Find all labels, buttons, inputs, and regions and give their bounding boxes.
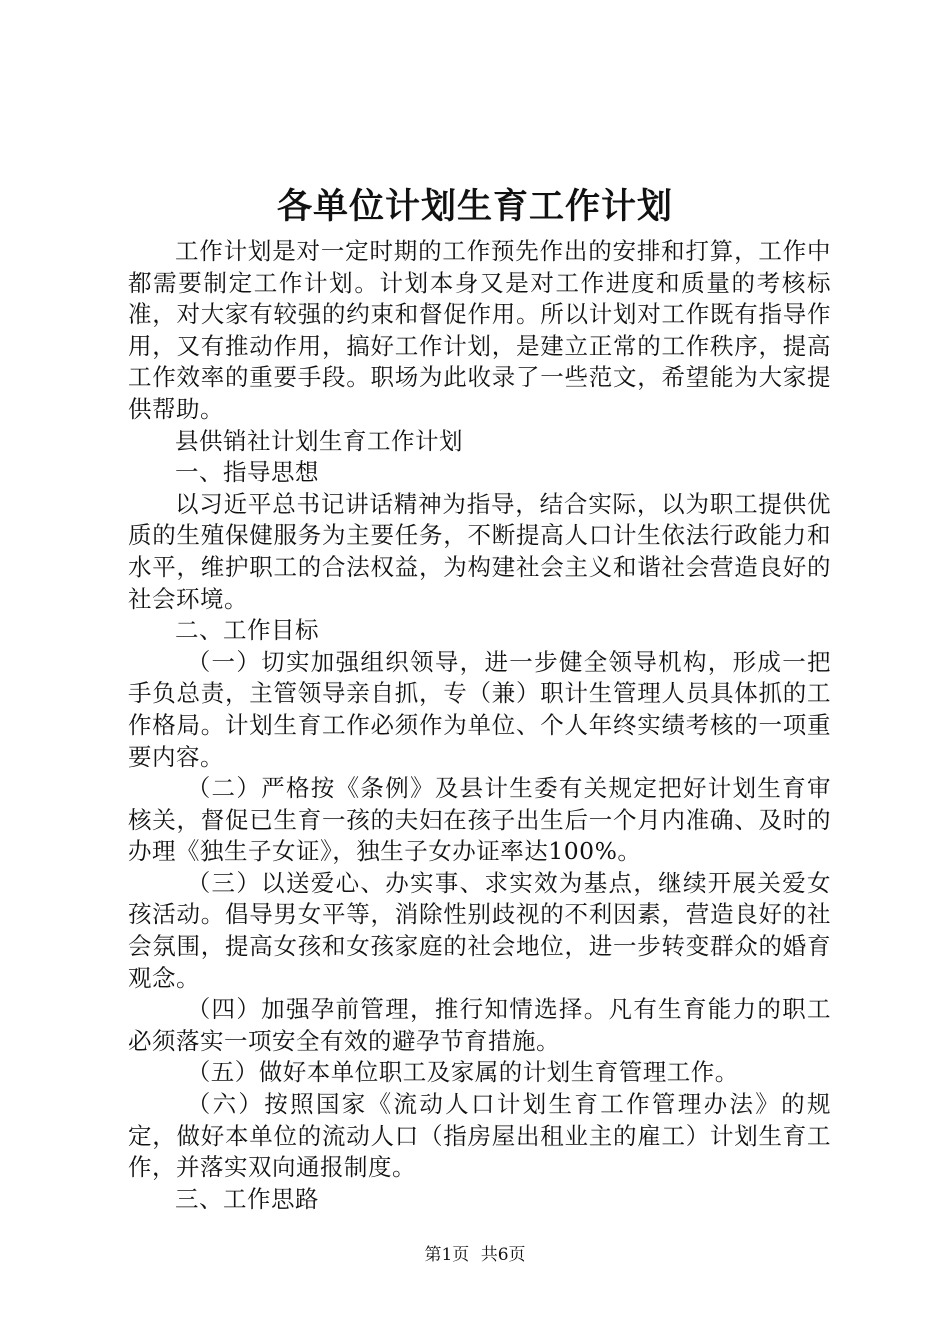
guiding-ideology-paragraph: 以习近平总书记讲话精神为指导，结合实际，以为职工提供优质的生殖保健服务为主要任务，不断提高人口计生依法行政能力和水平，维护职工的合法权益，为构建社会主义和谐社会营造良好的社会环境。 bbox=[128, 489, 831, 613]
page-total: 共6页 bbox=[480, 1245, 526, 1265]
document-title: 各单位计划生育工作计划 bbox=[276, 186, 673, 227]
goal-item-6: （六）按照国家《流动人口计划生育工作管理办法》的规定，做好本单位的流动人口（指房屋出租业主的雇工）计划生育工作，并落实双向通报制度。 bbox=[128, 1090, 831, 1182]
goal-item-3: （三）以送爱心、办实事、求实效为基点，继续开展关爱女孩活动。倡导男女平等，消除性别歧视的不利因素，营造良好的社会氛围，提高女孩和女孩家庭的社会地位，进一步转变群众的婚育观念。 bbox=[128, 868, 831, 992]
section-heading-3: 三、工作思路 bbox=[175, 1184, 319, 1213]
goal-item-4: （四）加强孕前管理，推行知情选择。凡有生育能力的职工必须落实一项安全有效的避孕节育措施。 bbox=[128, 995, 831, 1055]
page-footer bbox=[0, 1243, 950, 1267]
section-heading-2: 二、工作目标 bbox=[175, 616, 319, 645]
goal-item-5: （五）做好本单位职工及家属的计划生育管理工作。 bbox=[186, 1058, 739, 1087]
goal-item-1: （一）切实加强组织领导，进一步健全领导机构，形成一把手负总责，主管领导亲自抓，专（兼）职计生管理人员具体抓的工作格局。计划生育工作必须作为单位、个人年终实绩考核的一项重要内容。 bbox=[128, 647, 831, 771]
document-body bbox=[128, 236, 831, 1215]
section-heading-1: 一、指导思想 bbox=[175, 458, 319, 487]
page-number: 第1页 bbox=[424, 1245, 470, 1265]
goal-item-2: （二）严格按《条例》及县计生委有关规定把好计划生育审核关，督促已生育一孩的夫妇在孩子出生后一个月内准确、及时的办理《独生子女证》，独生子女办证率达100%。 bbox=[128, 774, 831, 866]
plan-subtitle: 县供销社计划生育工作计划 bbox=[175, 426, 463, 455]
intro-paragraph: 工作计划是对一定时期的工作预先作出的安排和打算，工作中都需要制定工作计划。计划本身又是对工作进度和质量的考核标准，对大家有较强的约束和督促作用。所以计划对工作既有指导作用，又有推动作用，搞好工作计划，是建立正常的工作秩序，提高工作效率的重要手段。职场为此收录了一些范文，希望能为大家提供帮助。 bbox=[128, 237, 831, 423]
